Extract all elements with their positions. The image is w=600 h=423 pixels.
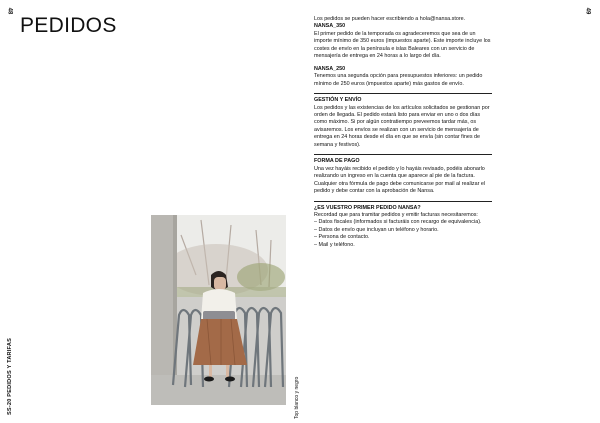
fashion-photo — [151, 215, 286, 405]
section-body: Una vez hayáis recibido el pedido y lo hayáis revisado, podéis abonarlo realizando un ingreso en la cuenta que aparece al pie de la factura. Cualquier otra fórmula de pago debe comunicarse por mail al realizar el pedido y debe contar con la aprobación de Nansa. — [314, 165, 486, 195]
section-heading: NANSA_250 — [314, 65, 346, 72]
section-heading: NANSA_350 — [314, 23, 346, 30]
page-title: PEDIDOS — [20, 14, 117, 37]
list-item: – Datos de envío que incluyan un teléfono y horario. — [314, 226, 439, 233]
page-number-right: 49 — [584, 7, 591, 15]
spine-label — [4, 330, 14, 415]
list-item: – Mail y teléfono. — [314, 241, 355, 248]
section-primer-pedido — [314, 205, 492, 250]
divider — [314, 154, 492, 155]
photo-caption-text: Top blanco y negro — [294, 376, 300, 419]
text-column — [314, 16, 492, 254]
section-nansa-250 — [314, 66, 492, 88]
section-nansa-350 — [314, 23, 492, 60]
intro-text: Los pedidos se pueden hacer escribiendo a hola@nansa.store. — [314, 16, 466, 22]
section-heading: ¿ES VUESTRO PRIMER PEDIDO NANSA? — [314, 204, 421, 211]
divider — [314, 201, 492, 202]
woman-in-park-illustration — [151, 215, 286, 405]
section-body: Recordad que para tramitar pedidos y emitir facturas necesitaremos: — [314, 211, 478, 218]
list-item: – Datos fiscales (informados si facturáis con recargo de equivalencia). — [314, 219, 482, 226]
section-heading: FORMA DE PAGO — [314, 158, 360, 165]
section-body: El primer pedido de la temporada os agradeceremos que sea de un importe mínimo de 350 euros (impuestos aparte). Este importe incluye los costes de envío en la península e islas Baleares con un servicio de mensajería de entrega en 24 horas a lo largo del día. — [314, 30, 491, 60]
section-body: Los pedidos y las existencias de los artículos solicitados se gestionan por orden de llegada. El pedido estará listo para enviar en uno o dos días como máximo. Si por algún contratiempo preveemos tardar más, os avisaremos. Los envíos se realizan con un servicio de mensajería de entrega en 24 horas desde el día en que se envía (sin contar fines de semana y festivos). — [314, 104, 490, 148]
list-item: – Persona de contacto. — [314, 234, 370, 241]
divider — [314, 93, 492, 94]
spine-label-text: SS-20 PEDIDOS Y TARIFAS — [7, 337, 13, 415]
page-number-left: 48 — [6, 7, 13, 15]
photo-caption — [292, 359, 300, 419]
section-forma-pago — [314, 158, 492, 195]
section-heading: GESTIÓN Y ENVÍO — [314, 97, 362, 104]
section-body: Tenemos una segunda opción para presupuestos inferiores: un pedido mínimo de 250 euros (impuestos aparte) más gastos de envío. — [314, 73, 483, 87]
section-gestion-envio — [314, 97, 492, 149]
